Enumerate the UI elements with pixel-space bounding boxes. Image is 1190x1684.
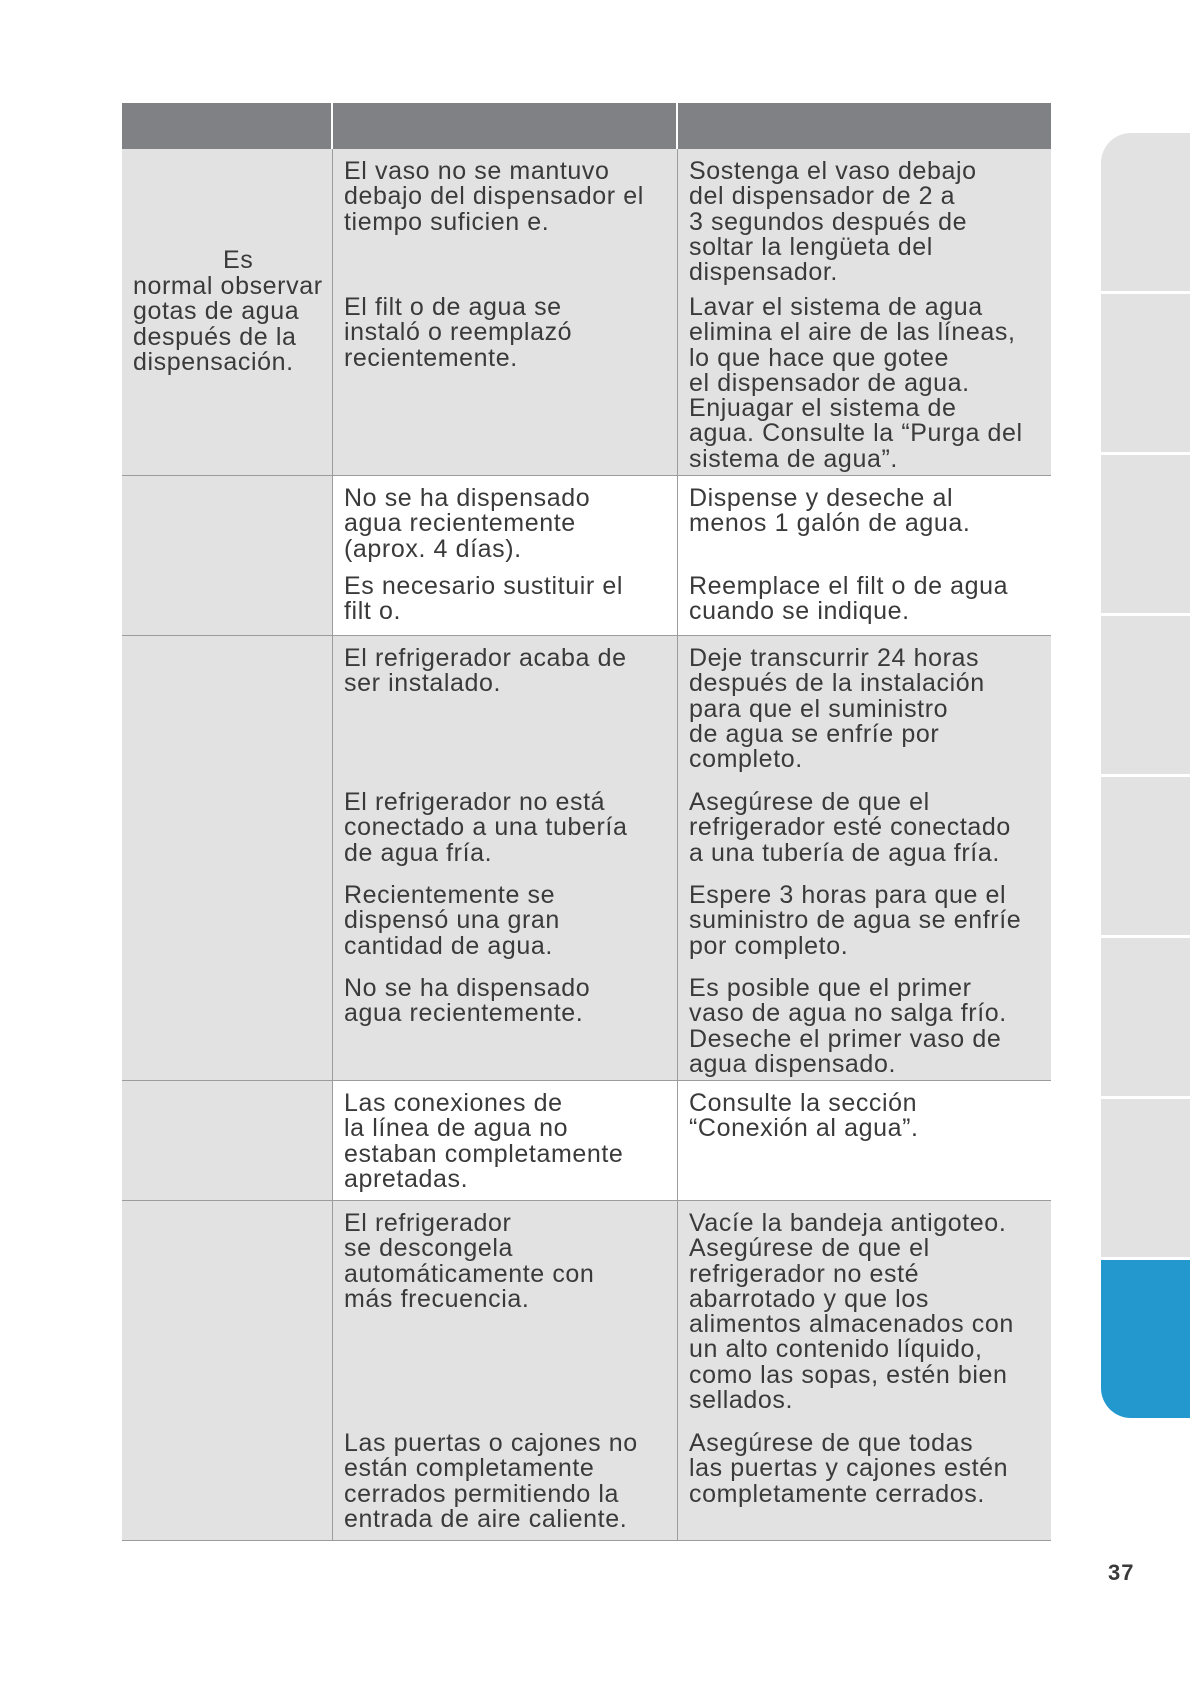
- table-row: [333, 966, 1051, 1080]
- section-tabs: [1101, 133, 1190, 1421]
- table-row: [333, 149, 1051, 285]
- section-tab[interactable]: [1101, 1099, 1190, 1257]
- cause-cell: Las conexiones de la línea de agua no estaban completamente apretadas.: [333, 1081, 678, 1200]
- solution-cell: Vacíe la bandeja antigoteo. Asegúrese de que el refrigerador no esté abarrotado y que los alimentos almacenados con un alto contenido líquido, como las sopas, estén bien sellados.: [689, 1209, 1014, 1415]
- cause-cell: No se ha dispensado agua recientemente.: [333, 966, 678, 1083]
- table-header: [122, 103, 1051, 149]
- cause-cell: Las puertas o cajones no están completamente cerrados permitiendo la entrada de aire caliente.: [333, 1421, 678, 1540]
- table-row: [333, 1421, 1051, 1540]
- solution-cell: Deje transcurrir 24 horas después de la instalación para que el suministro de agua se enfríe por completo.: [689, 644, 985, 774]
- cause-cell: El refrigerador se descongela automáticamente con más frecuencia.: [333, 1201, 678, 1421]
- problem-cell: [122, 636, 333, 1080]
- solution-cell: Es posible que el primer vaso de agua no salga frío. Deseche el primer vaso de agua dispensado.: [689, 974, 1007, 1078]
- table-row: [333, 636, 1051, 780]
- solution-cell: Espere 3 horas para que el suministro de agua se enfríe por completo.: [689, 881, 1022, 960]
- header-solution: [678, 103, 1051, 149]
- problem-group-water-not-cold: [122, 636, 1051, 1081]
- cause-solution-rows: [333, 636, 1051, 1080]
- problem-group-drip-tray: [122, 1201, 1051, 1541]
- solution-cell: Asegúrese de que el refrigerador esté conectado a una tubería de agua fría.: [689, 788, 1011, 867]
- table-row: [333, 1201, 1051, 1421]
- cause-cell: Es necesario sustituir el filt o.: [333, 564, 678, 635]
- cause-cell: El filt o de agua se instaló o reemplazó recientemente.: [333, 285, 678, 478]
- solution-cell: Lavar el sistema de agua elimina el aire de las líneas, lo que hace que gotee el dispensador de agua. Enjuagar el sistema de agua. Consulte la “Purga del sistema de agua”.: [689, 293, 1023, 473]
- troubleshooting-table: [122, 103, 1051, 1541]
- table-row: [333, 285, 1051, 475]
- problem-cell: [122, 149, 333, 475]
- cause-solution-rows: [333, 476, 1051, 635]
- cause-cell: El refrigerador no está conectado a una tubería de agua fría.: [333, 780, 678, 873]
- problem-group-taste: [122, 476, 1051, 636]
- section-tab[interactable]: [1101, 455, 1190, 613]
- section-tab[interactable]: [1101, 777, 1190, 935]
- solution-cell: Sostenga el vaso debajo del dispensador de 2 a 3 segundos después de soltar la lengüeta del dispensador.: [689, 157, 977, 287]
- problem-group-dripping: [122, 149, 1051, 476]
- cause-cell: El refrigerador acaba de ser instalado.: [333, 636, 678, 780]
- table-row: [333, 780, 1051, 873]
- cause-solution-rows: [333, 1081, 1051, 1200]
- problem-cell: [122, 1081, 333, 1200]
- cause-solution-rows: [333, 149, 1051, 475]
- table-row: [333, 564, 1051, 635]
- cause-cell: No se ha dispensado agua recientemente (aprox. 4 días).: [333, 476, 678, 568]
- header-problem: [122, 103, 333, 149]
- solution-cell: Reemplace el filt o de agua cuando se indique.: [689, 572, 1009, 626]
- table-row: [333, 476, 1051, 564]
- cause-cell: Recientemente se dispensó una gran cantidad de agua.: [333, 873, 678, 966]
- section-tab[interactable]: [1101, 938, 1190, 1096]
- problem-cell: [122, 476, 333, 635]
- problem-group-leak: [122, 1081, 1051, 1201]
- table-row: [333, 1081, 1051, 1200]
- problem-line: Es: [223, 246, 254, 275]
- solution-cell: Dispense y deseche al menos 1 galón de agua.: [689, 484, 971, 538]
- page-number: 37: [1108, 1560, 1135, 1585]
- section-tab-active[interactable]: [1101, 1260, 1190, 1418]
- problem-line: normal observar gotas de agua después de la dispensación.: [133, 271, 323, 377]
- header-cause: [333, 103, 678, 149]
- section-tab[interactable]: [1101, 133, 1190, 291]
- section-tab[interactable]: [1101, 294, 1190, 452]
- problem-cell: [122, 1201, 333, 1540]
- table-row: [333, 873, 1051, 966]
- solution-cell: Asegúrese de que todas las puertas y cajones estén completamente cerrados.: [689, 1429, 1009, 1508]
- cause-solution-rows: [333, 1201, 1051, 1540]
- cause-cell: El vaso no se mantuvo debajo del dispensador el tiempo suficien e.: [333, 149, 678, 291]
- solution-cell: Consulte la sección “Conexión al agua”.: [689, 1089, 919, 1143]
- section-tab[interactable]: [1101, 616, 1190, 774]
